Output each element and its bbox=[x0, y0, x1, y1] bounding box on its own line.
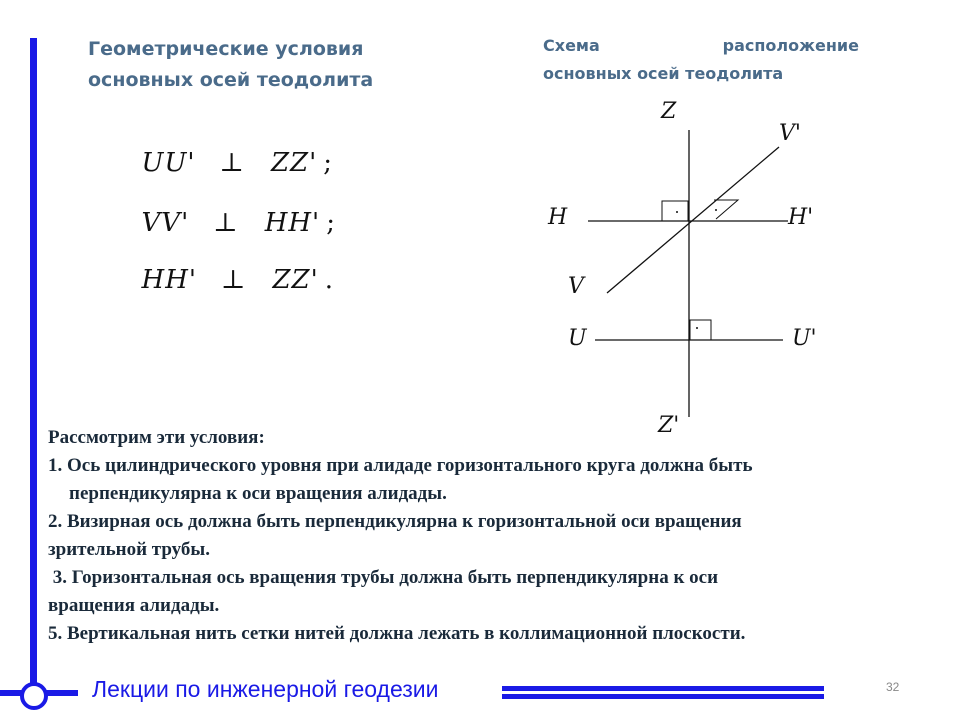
label-u: U bbox=[568, 326, 587, 351]
formula-punct: ; bbox=[323, 148, 334, 178]
footer-title: Лекции по инженерной геодезии bbox=[92, 676, 439, 702]
right-title-line1 bbox=[543, 32, 859, 60]
condition-item-2-cont: зрительной трубы. bbox=[48, 539, 210, 560]
formula-left-term: HH' bbox=[141, 265, 198, 295]
formula-punct: ; bbox=[326, 208, 336, 238]
formula-left-term: UU' bbox=[141, 148, 196, 178]
label-h-prime: H' bbox=[788, 205, 814, 230]
formula-uu-zz bbox=[123, 118, 333, 178]
formula-right-term: ZZ' bbox=[270, 148, 318, 178]
left-title-line2: основных осей теодолита bbox=[88, 69, 374, 91]
right-angle-dot bbox=[696, 327, 698, 329]
perpendicular-symbol: ⊥ bbox=[219, 148, 245, 178]
formula-right-term: ZZ' bbox=[272, 265, 319, 295]
right-angle-mark-uu-zz bbox=[690, 320, 711, 340]
formula-right-term: HH' bbox=[264, 208, 321, 238]
perpendicular-symbol: ⊥ bbox=[221, 265, 247, 295]
label-z: Z bbox=[661, 99, 677, 124]
footer-circle-icon bbox=[20, 682, 48, 710]
perpendicular-symbol: ⊥ bbox=[213, 208, 239, 238]
right-title bbox=[543, 32, 873, 88]
footer-right-bar bbox=[502, 694, 824, 699]
right-angle-mark-hh-zz bbox=[662, 201, 688, 221]
right-angle-dot bbox=[676, 211, 678, 213]
label-v-prime: V' bbox=[779, 121, 801, 146]
condition-item-3: 3. Горизонтальная ось вращения трубы должна быть перпендикулярна к оси bbox=[48, 567, 719, 588]
condition-item-1: 1. Ось цилиндрического уровня при алидаде горизонтального круга должна быть bbox=[48, 455, 753, 476]
condition-item-5: 5. Вертикальная нить сетки нитей должна лежать в коллимационной плоскости. bbox=[48, 623, 746, 644]
formula-punct: . bbox=[324, 265, 335, 295]
sight-axis-vv bbox=[607, 147, 779, 293]
conditions-heading: Рассмотрим эти условия: bbox=[48, 427, 265, 448]
page-number: 32 bbox=[886, 680, 900, 694]
right-title-word2: расположение bbox=[722, 36, 859, 55]
formula-hh-zz bbox=[123, 235, 334, 295]
condition-item-1-cont: перпендикулярна к оси вращения алидады. bbox=[69, 483, 447, 504]
right-title-word1: Схема bbox=[543, 36, 600, 55]
left-title-line1: Геометрические условия bbox=[88, 38, 364, 60]
label-u-prime: U' bbox=[792, 326, 817, 351]
formula-left-term: VV' bbox=[141, 208, 190, 238]
axes-diagram bbox=[540, 92, 840, 442]
condition-item-2: 2. Визирная ось должна быть перпендикулярна к горизонтальной оси вращения bbox=[48, 511, 742, 532]
conditions-list bbox=[48, 424, 948, 648]
footer-right-bar bbox=[502, 686, 824, 691]
right-title-line2: основных осей теодолита bbox=[543, 64, 784, 83]
label-z-prime: Z' bbox=[658, 413, 680, 438]
left-accent-bar bbox=[30, 38, 37, 708]
condition-item-3-cont: вращения алидады. bbox=[48, 595, 220, 616]
label-v: V bbox=[568, 274, 584, 299]
right-angle-dot bbox=[715, 209, 717, 211]
left-title bbox=[88, 34, 418, 96]
formula-vv-hh bbox=[123, 178, 336, 238]
label-h: H bbox=[548, 205, 568, 230]
right-angle-mark-vv-hh bbox=[714, 200, 738, 219]
